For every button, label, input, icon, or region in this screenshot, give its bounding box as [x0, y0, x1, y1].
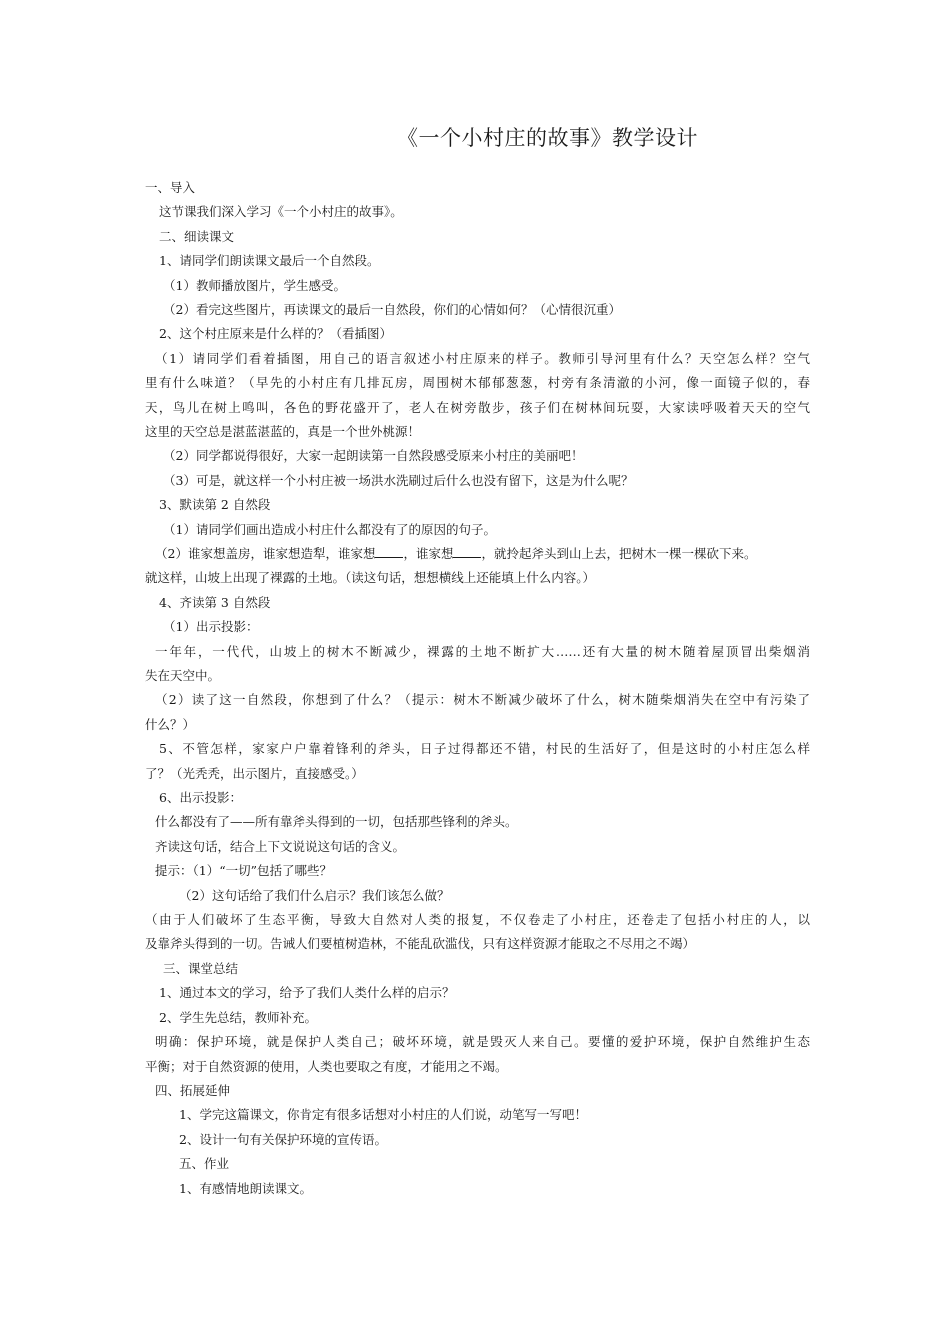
document-title: 《一个小村庄的故事》教学设计	[397, 126, 698, 150]
list-item: 2、学生先总结，教师补充。	[159, 1009, 317, 1025]
list-item: 1、学完这篇课文，你肯定有很多话想对小村庄的人们说，动笔写一写吧！	[179, 1107, 587, 1123]
list-item: 2、设计一句有关保护环境的宣传语。	[179, 1131, 387, 1147]
list-item: 6、出示投影：	[159, 790, 242, 806]
paragraph-line: 5、不管怎样，家家户户靠着锋利的斧头，日子过得都还不错，村民的生活好了，但是这时的小村庄怎么样	[159, 741, 810, 757]
fill-in-blank-line	[145, 542, 810, 566]
list-item: （3）可是，就这样一个小村庄被一场洪水洗刷过后什么也没有留下，这是为什么呢？	[163, 472, 634, 488]
paragraph-line: 里有什么味道？（早先的小村庄有几排瓦房，周围树木郁郁葱葱，村旁有条清澈的小河，像一面镜子似的，春	[145, 375, 810, 391]
list-item: 1、通过本文的学习，给予了我们人类什么样的启示？	[159, 985, 455, 1001]
paragraph: 齐读这句话，结合上下文说说这句话的含义。	[155, 838, 406, 854]
hint-line: 提示：（1）“一切”包括了哪些？	[155, 863, 332, 879]
list-item: 1、有感情地朗读课文。	[179, 1180, 312, 1196]
text-segment: （2）谁家想盖房，谁家想造犁，谁家想	[155, 546, 376, 562]
list-item: 1、请同学们朗读课文最后一个自然段。	[159, 253, 380, 269]
paragraph-line: 及靠斧头得到的一切。告诫人们要植树造林，不能乱砍滥伐，只有这样资源才能取之不尽用之不竭）	[145, 936, 696, 952]
paragraph-line: 一年年，一代代，山坡上的树木不断减少，裸露的土地不断扩大……还有大量的树木随着屋顶冒出柴烟消	[155, 643, 810, 659]
section-heading: 二、细读课文	[159, 228, 235, 244]
section-heading: 五、作业	[179, 1156, 230, 1172]
list-item: （1）教师播放图片，学生感受。	[163, 277, 346, 293]
paragraph-line: 天，鸟儿在树上鸣叫，各色的野花盛开了，老人在树旁散步，孩子们在树林间玩耍，大家读呼吸着天天的空气	[145, 399, 810, 415]
blank-underline	[375, 545, 403, 558]
list-item: 3、默读第 2 自然段	[159, 497, 271, 513]
paragraph-line: 什么？）	[145, 716, 196, 732]
paragraph-line: 了？（光秃秃，出示图片，直接感受。）	[145, 765, 364, 781]
list-item: 4、齐读第 3 自然段	[159, 594, 271, 610]
text-segment: ，谁家想	[403, 546, 454, 562]
section-heading: 一、导入	[145, 180, 196, 195]
paragraph-line: 这里的天空总是湛蓝湛蓝的，真是一个世外桃源！	[145, 424, 421, 440]
document-body	[145, 176, 810, 1201]
text-segment: ，就拎起斧头到山上去，把树木一棵一棵砍下来。	[481, 546, 757, 562]
paragraph-line: （由于人们破坏了生态平衡，导致大自然对人类的报复，不仅卷走了小村庄，还卷走了包括小村庄的人，以	[145, 912, 810, 928]
hint-line: （2）这句话给了我们什么启示？我们该怎么做？	[179, 887, 450, 903]
paragraph: 这节课我们深入学习《一个小村庄的故事》。	[159, 204, 403, 220]
list-item: （2）同学都说得很好，大家一起朗读第一自然段感受原来小村庄的美丽吧！	[163, 448, 584, 464]
section-heading: 四、拓展延伸	[155, 1082, 231, 1098]
blank-underline	[453, 545, 481, 558]
paragraph-line: 就这样，山坡上出现了裸露的土地。（读这句话，想想横线上还能填上什么内容。）	[145, 570, 596, 586]
paragraph-line: 失在天空中。	[145, 668, 221, 684]
paragraph-line: 明确：保护环境，就是保护人类自己；破坏环境，就是毁灭人来自己。要懂的爱护环境，保护自然维护生态	[155, 1034, 810, 1050]
paragraph-line: （1）请同学们看着插图，用自己的语言叙述小村庄原来的样子。教师引导河里有什么？天空怎么样？空气	[155, 350, 810, 366]
list-item: （1）请同学们画出造成小村庄什么都没有了的原因的句子。	[163, 521, 496, 537]
list-item: （2）看完这些图片，再读课文的最后一自然段，你们的心情如何？（心情很沉重）	[163, 302, 621, 318]
paragraph-line: 平衡；对于自然资源的使用，人类也要取之有度，才能用之不竭。	[145, 1058, 508, 1074]
paragraph-line: （2）读了这一自然段，你想到了什么？（提示：树木不断减少破坏了什么，树木随柴烟消失在空中有污染了	[155, 692, 810, 708]
list-item: （1）出示投影：	[163, 619, 259, 635]
paragraph: 什么都没有了——所有靠斧头得到的一切，包括那些锋利的斧头。	[155, 814, 518, 830]
section-heading: 三、课堂总结	[163, 960, 239, 976]
list-item: 2、这个村庄原来是什么样的？（看插图）	[159, 326, 392, 342]
